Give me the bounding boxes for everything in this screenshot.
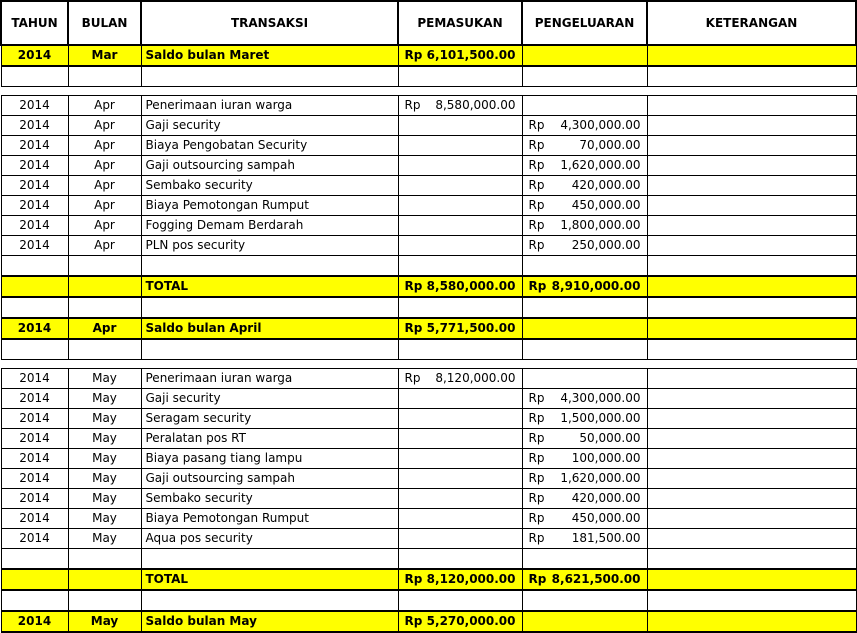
month-cell[interactable]: Apr	[68, 216, 141, 236]
note-cell[interactable]	[647, 489, 856, 509]
transaction-cell[interactable]: Gaji outsourcing sampah	[141, 469, 398, 489]
saldo-row	[1, 611, 856, 632]
currency-label: Rp	[528, 238, 545, 252]
amount-value: 8,120,000.00	[435, 371, 516, 385]
income-cell[interactable]	[398, 196, 522, 216]
note-cell[interactable]	[647, 176, 856, 196]
empty-cell[interactable]	[398, 66, 522, 87]
transaction-cell[interactable]: PLN pos security	[141, 236, 398, 256]
income-cell[interactable]	[398, 489, 522, 509]
note-cell[interactable]	[647, 449, 856, 469]
transaction-row	[1, 136, 856, 156]
expense-cell[interactable]	[522, 45, 647, 66]
currency-label: Rp	[404, 48, 423, 62]
note-cell[interactable]	[647, 369, 856, 389]
note-cell[interactable]	[647, 509, 856, 529]
expense-cell[interactable]	[522, 116, 647, 136]
note-cell[interactable]	[647, 318, 856, 339]
note-cell[interactable]	[647, 569, 856, 590]
transaction-cell[interactable]: Penerimaan iuran warga	[141, 96, 398, 116]
year-cell[interactable]: 2014	[1, 318, 68, 339]
total-row	[1, 276, 856, 297]
empty-cell[interactable]	[1, 549, 68, 570]
month-cell[interactable]: Apr	[68, 176, 141, 196]
header-keterangan[interactable]: KETERANGAN	[647, 1, 856, 45]
header-row	[1, 1, 856, 45]
expense-cell[interactable]	[522, 449, 647, 469]
empty-cell[interactable]	[1, 590, 68, 611]
spacer-row	[1, 87, 856, 96]
empty-cell[interactable]	[522, 297, 647, 318]
amount-value: 70,000.00	[579, 138, 641, 152]
currency-label: Rp	[404, 321, 423, 335]
empty-cell[interactable]	[141, 549, 398, 570]
transaction-row	[1, 196, 856, 216]
empty-cell[interactable]	[647, 256, 856, 277]
currency-label: Rp	[404, 614, 423, 628]
transaction-cell[interactable]: Biaya Pemotongan Rumput	[141, 509, 398, 529]
empty-cell[interactable]	[398, 549, 522, 570]
income-cell[interactable]	[398, 409, 522, 429]
income-cell[interactable]	[398, 449, 522, 469]
header-pengeluaran[interactable]: PENGELUARAN	[522, 1, 647, 45]
transaction-row	[1, 489, 856, 509]
expense-cell[interactable]	[522, 569, 647, 590]
expense-cell[interactable]	[522, 509, 647, 529]
month-cell[interactable]: May	[68, 449, 141, 469]
transaction-row	[1, 509, 856, 529]
expense-cell[interactable]	[522, 216, 647, 236]
transaction-row	[1, 236, 856, 256]
empty-row	[1, 590, 856, 611]
income-cell[interactable]	[398, 469, 522, 489]
empty-cell[interactable]	[398, 339, 522, 360]
month-cell[interactable]: Apr	[68, 196, 141, 216]
empty-cell[interactable]	[647, 549, 856, 570]
currency-label: Rp	[404, 279, 423, 293]
year-cell[interactable]: 2014	[1, 489, 68, 509]
amount-value: 181,500.00	[571, 531, 641, 545]
transaction-cell[interactable]: Biaya pasang tiang lampu	[141, 449, 398, 469]
expense-cell[interactable]	[522, 469, 647, 489]
month-cell[interactable]	[68, 569, 141, 590]
transaction-row	[1, 429, 856, 449]
income-cell[interactable]	[398, 318, 522, 339]
empty-cell[interactable]	[141, 590, 398, 611]
income-cell[interactable]	[398, 509, 522, 529]
year-cell[interactable]: 2014	[1, 389, 68, 409]
year-cell[interactable]: 2014	[1, 136, 68, 156]
amount-value: 250,000.00	[571, 238, 641, 252]
amount-value: 8,120,000.00	[426, 572, 516, 586]
saldo-row	[1, 45, 856, 66]
month-cell[interactable]: May	[68, 469, 141, 489]
month-cell[interactable]: Apr	[68, 96, 141, 116]
expense-cell[interactable]	[522, 409, 647, 429]
currency-label: Rp	[528, 218, 545, 232]
transaction-cell[interactable]: TOTAL	[141, 276, 398, 297]
note-cell[interactable]	[647, 429, 856, 449]
income-cell[interactable]	[398, 276, 522, 297]
transaction-cell[interactable]: Seragam security	[141, 409, 398, 429]
empty-cell[interactable]	[68, 590, 141, 611]
amount-value: 1,800,000.00	[560, 218, 641, 232]
note-cell[interactable]	[647, 196, 856, 216]
currency-label: Rp	[404, 572, 423, 586]
income-cell[interactable]	[398, 611, 522, 632]
empty-row	[1, 256, 856, 277]
expense-cell[interactable]	[522, 96, 647, 116]
header-pemasukan[interactable]: PEMASUKAN	[398, 1, 522, 45]
empty-cell[interactable]	[68, 66, 141, 87]
empty-cell[interactable]	[522, 66, 647, 87]
empty-row	[1, 549, 856, 570]
empty-cell[interactable]	[522, 590, 647, 611]
year-cell[interactable]: 2014	[1, 156, 68, 176]
amount-value: 6,101,500.00	[426, 48, 516, 62]
empty-cell[interactable]	[1, 256, 68, 277]
year-cell[interactable]: 2014	[1, 509, 68, 529]
header-bulan[interactable]: BULAN	[68, 1, 141, 45]
year-cell[interactable]: 2014	[1, 369, 68, 389]
header-transaksi[interactable]: TRANSAKSI	[141, 1, 398, 45]
empty-cell[interactable]	[647, 66, 856, 87]
transaction-cell[interactable]: Biaya Pemotongan Rumput	[141, 196, 398, 216]
transaction-row	[1, 469, 856, 489]
empty-row	[1, 66, 856, 87]
currency-label: Rp	[528, 198, 545, 212]
income-cell[interactable]	[398, 156, 522, 176]
year-cell[interactable]: 2014	[1, 196, 68, 216]
amount-value: 100,000.00	[571, 451, 641, 465]
currency-label: Rp	[404, 98, 421, 112]
transaction-cell[interactable]: Saldo bulan April	[141, 318, 398, 339]
empty-cell[interactable]	[68, 339, 141, 360]
empty-cell[interactable]	[68, 297, 141, 318]
income-cell[interactable]	[398, 216, 522, 236]
year-cell[interactable]: 2014	[1, 176, 68, 196]
expense-cell[interactable]	[522, 611, 647, 632]
currency-label: Rp	[528, 391, 545, 405]
note-cell[interactable]	[647, 276, 856, 297]
empty-cell[interactable]	[1, 297, 68, 318]
transaction-row	[1, 409, 856, 429]
transaction-cell[interactable]: Penerimaan iuran warga	[141, 369, 398, 389]
empty-cell[interactable]	[647, 339, 856, 360]
month-cell[interactable]: May	[68, 409, 141, 429]
transaction-row	[1, 156, 856, 176]
month-cell[interactable]: May	[68, 611, 141, 632]
income-cell[interactable]	[398, 429, 522, 449]
empty-cell[interactable]	[141, 339, 398, 360]
empty-cell[interactable]	[141, 256, 398, 277]
currency-label: Rp	[528, 118, 545, 132]
amount-value: 420,000.00	[571, 178, 641, 192]
amount-value: 1,500,000.00	[560, 411, 641, 425]
income-cell[interactable]	[398, 176, 522, 196]
expense-cell[interactable]	[522, 136, 647, 156]
month-cell[interactable]: May	[68, 489, 141, 509]
income-cell[interactable]	[398, 136, 522, 156]
note-cell[interactable]	[647, 216, 856, 236]
year-cell[interactable]: 2014	[1, 236, 68, 256]
expense-cell[interactable]	[522, 389, 647, 409]
empty-cell[interactable]	[68, 256, 141, 277]
month-cell[interactable]: Apr	[68, 156, 141, 176]
empty-cell[interactable]	[141, 66, 398, 87]
expense-cell[interactable]	[522, 429, 647, 449]
income-cell[interactable]	[398, 569, 522, 590]
expense-cell[interactable]	[522, 489, 647, 509]
transaction-cell[interactable]: Fogging Demam Berdarah	[141, 216, 398, 236]
spacer-cell	[1, 87, 856, 96]
empty-cell[interactable]	[1, 66, 68, 87]
note-cell[interactable]	[647, 45, 856, 66]
transaction-cell[interactable]: Saldo bulan May	[141, 611, 398, 632]
transaction-cell[interactable]: Sembako security	[141, 176, 398, 196]
currency-label: Rp	[528, 138, 545, 152]
expense-cell[interactable]	[522, 529, 647, 549]
amount-value: 5,771,500.00	[426, 321, 516, 335]
transaction-cell[interactable]: Gaji security	[141, 116, 398, 136]
transaction-cell[interactable]: Sembako security	[141, 489, 398, 509]
note-cell[interactable]	[647, 236, 856, 256]
currency-label: Rp	[528, 531, 545, 545]
year-cell[interactable]: 2014	[1, 449, 68, 469]
transaction-row	[1, 216, 856, 236]
transaction-row	[1, 369, 856, 389]
expense-cell[interactable]	[522, 156, 647, 176]
income-cell[interactable]	[398, 45, 522, 66]
year-cell[interactable]: 2014	[1, 529, 68, 549]
income-cell[interactable]	[398, 389, 522, 409]
year-cell[interactable]: 2014	[1, 116, 68, 136]
year-cell[interactable]: 2014	[1, 96, 68, 116]
transaction-row	[1, 116, 856, 136]
transaction-row	[1, 529, 856, 549]
currency-label: Rp	[528, 178, 545, 192]
transaction-cell[interactable]: Peralatan pos RT	[141, 429, 398, 449]
spacer-row	[1, 360, 856, 369]
year-cell[interactable]	[1, 569, 68, 590]
amount-value: 4,300,000.00	[560, 391, 641, 405]
transaction-cell[interactable]: Saldo bulan Maret	[141, 45, 398, 66]
ledger-body	[1, 1, 856, 632]
empty-cell[interactable]	[522, 256, 647, 277]
month-cell[interactable]: Mar	[68, 45, 141, 66]
currency-label: Rp	[528, 279, 547, 293]
amount-value: 450,000.00	[571, 511, 641, 525]
empty-cell[interactable]	[1, 339, 68, 360]
amount-value: 4,300,000.00	[560, 118, 641, 132]
currency-label: Rp	[528, 572, 547, 586]
note-cell[interactable]	[647, 611, 856, 632]
empty-row	[1, 339, 856, 360]
transaction-cell[interactable]: Gaji security	[141, 389, 398, 409]
empty-cell[interactable]	[398, 297, 522, 318]
expense-cell[interactable]	[522, 318, 647, 339]
month-cell[interactable]: May	[68, 369, 141, 389]
note-cell[interactable]	[647, 389, 856, 409]
year-cell[interactable]: 2014	[1, 611, 68, 632]
income-cell[interactable]	[398, 116, 522, 136]
expense-cell[interactable]	[522, 369, 647, 389]
currency-label: Rp	[528, 451, 545, 465]
expense-cell[interactable]	[522, 236, 647, 256]
note-cell[interactable]	[647, 136, 856, 156]
note-cell[interactable]	[647, 96, 856, 116]
note-cell[interactable]	[647, 116, 856, 136]
total-row	[1, 569, 856, 590]
year-cell[interactable]: 2014	[1, 429, 68, 449]
year-cell[interactable]: 2014	[1, 409, 68, 429]
amount-value: 450,000.00	[571, 198, 641, 212]
expense-cell[interactable]	[522, 276, 647, 297]
year-cell[interactable]: 2014	[1, 45, 68, 66]
empty-cell[interactable]	[522, 549, 647, 570]
expense-cell[interactable]	[522, 176, 647, 196]
note-cell[interactable]	[647, 529, 856, 549]
transaction-cell[interactable]: TOTAL	[141, 569, 398, 590]
spacer-cell	[1, 360, 856, 369]
currency-label: Rp	[528, 491, 545, 505]
currency-label: Rp	[528, 431, 545, 445]
empty-cell[interactable]	[141, 297, 398, 318]
transaction-cell[interactable]: Gaji outsourcing sampah	[141, 156, 398, 176]
year-cell[interactable]	[1, 276, 68, 297]
amount-value: 420,000.00	[571, 491, 641, 505]
currency-label: Rp	[528, 158, 545, 172]
empty-cell[interactable]	[647, 590, 856, 611]
currency-label: Rp	[528, 411, 545, 425]
year-cell[interactable]: 2014	[1, 469, 68, 489]
income-cell[interactable]	[398, 96, 522, 116]
amount-value: 8,621,500.00	[551, 572, 641, 586]
month-cell[interactable]: May	[68, 389, 141, 409]
amount-value: 8,910,000.00	[551, 279, 641, 293]
income-cell[interactable]	[398, 529, 522, 549]
transaction-cell[interactable]: Biaya Pengobatan Security	[141, 136, 398, 156]
month-cell[interactable]: May	[68, 509, 141, 529]
expense-cell[interactable]	[522, 196, 647, 216]
amount-value: 8,580,000.00	[426, 279, 516, 293]
empty-cell[interactable]	[647, 297, 856, 318]
currency-label: Rp	[528, 471, 545, 485]
transaction-cell[interactable]: Aqua pos security	[141, 529, 398, 549]
year-cell[interactable]: 2014	[1, 216, 68, 236]
amount-value: 8,580,000.00	[435, 98, 516, 112]
month-cell[interactable]: Apr	[68, 136, 141, 156]
month-cell[interactable]: May	[68, 429, 141, 449]
empty-cell[interactable]	[522, 339, 647, 360]
note-cell[interactable]	[647, 156, 856, 176]
empty-row	[1, 297, 856, 318]
empty-cell[interactable]	[398, 590, 522, 611]
note-cell[interactable]	[647, 409, 856, 429]
empty-cell[interactable]	[68, 549, 141, 570]
saldo-row	[1, 318, 856, 339]
transaction-row	[1, 96, 856, 116]
month-cell[interactable]: Apr	[68, 318, 141, 339]
transaction-row	[1, 176, 856, 196]
currency-label: Rp	[404, 371, 421, 385]
amount-value: 50,000.00	[579, 431, 641, 445]
transaction-row	[1, 389, 856, 409]
month-cell[interactable]: Apr	[68, 236, 141, 256]
month-cell[interactable]	[68, 276, 141, 297]
note-cell[interactable]	[647, 469, 856, 489]
amount-value: 1,620,000.00	[560, 158, 641, 172]
amount-value: 1,620,000.00	[560, 471, 641, 485]
empty-cell[interactable]	[398, 256, 522, 277]
income-cell[interactable]	[398, 369, 522, 389]
amount-value: 5,270,000.00	[426, 614, 516, 628]
income-cell[interactable]	[398, 236, 522, 256]
month-cell[interactable]: May	[68, 529, 141, 549]
header-tahun[interactable]: TAHUN	[1, 1, 68, 45]
transaction-row	[1, 449, 856, 469]
currency-label: Rp	[528, 511, 545, 525]
month-cell[interactable]: Apr	[68, 116, 141, 136]
